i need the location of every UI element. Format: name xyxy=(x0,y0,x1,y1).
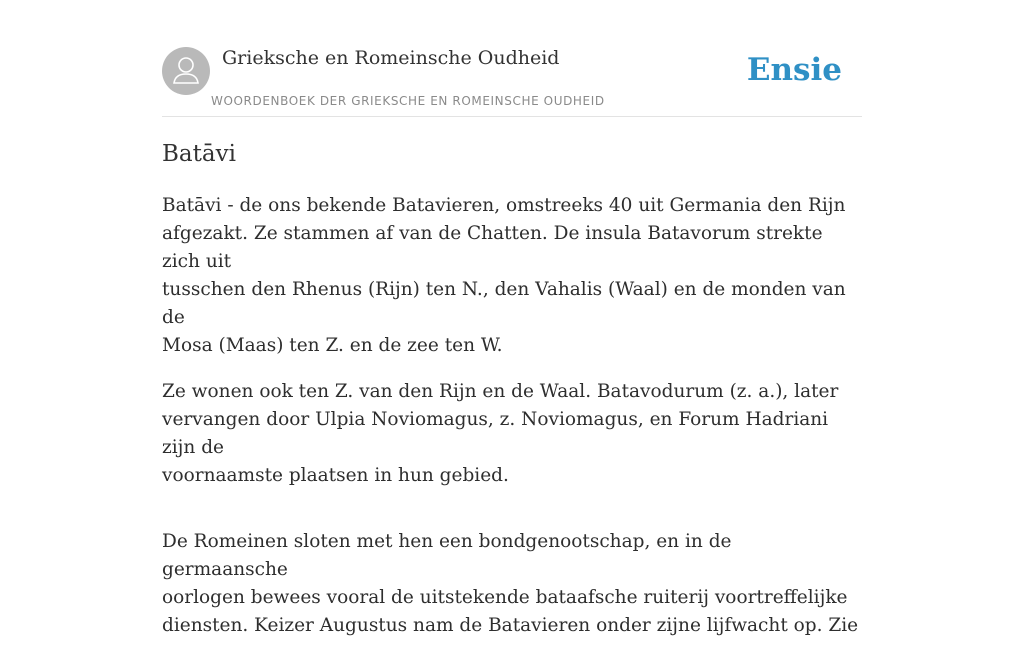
entry-paragraph-1: Batāvi - de ons bekende Batavieren, omstreeks 40 uit Germania den Rijn afgezakt. Ze stammen af van de Chatten. De insula Batavorum strekte zich uit tusschen den Rhenus (Rijn) ten N., den Vahalis (Waal) en de monden van de Mosa (Maas) ten Z. en de zee ten W. xyxy=(162,195,846,356)
ensie-logo[interactable]: Ensie xyxy=(746,52,842,88)
source-subtitle: WOORDENBOEK DER GRIEKSCHE EN ROMEINSCHE OUDHEID xyxy=(211,94,605,108)
page xyxy=(162,0,862,636)
entry-paragraph-3: De Romeinen sloten met hen een bondgenootschap, en in de germaansche oorlogen bewees vooral de uitstekende bataafsche ruiterij voortreffelijke diensten. Keizer Augustus nam de Batavieren onder zijne lijfwacht op. Zie xyxy=(162,531,859,636)
entry-title: Batāvi xyxy=(162,141,236,167)
user-avatar-icon[interactable] xyxy=(162,47,210,95)
entry-content xyxy=(162,192,862,658)
source-title-link[interactable]: Grieksche en Romeinsche Oudheid xyxy=(222,47,560,69)
source-header xyxy=(162,0,862,117)
entry-paragraph-2: Ze wonen ook ten Z. van den Rijn en de Waal. Batavodurum (z. a.), later vervangen door Ulpia Noviomagus, z. Noviomagus, en Forum Hadriani zijn de voornaamste plaatsen in hun gebied. xyxy=(162,381,839,486)
